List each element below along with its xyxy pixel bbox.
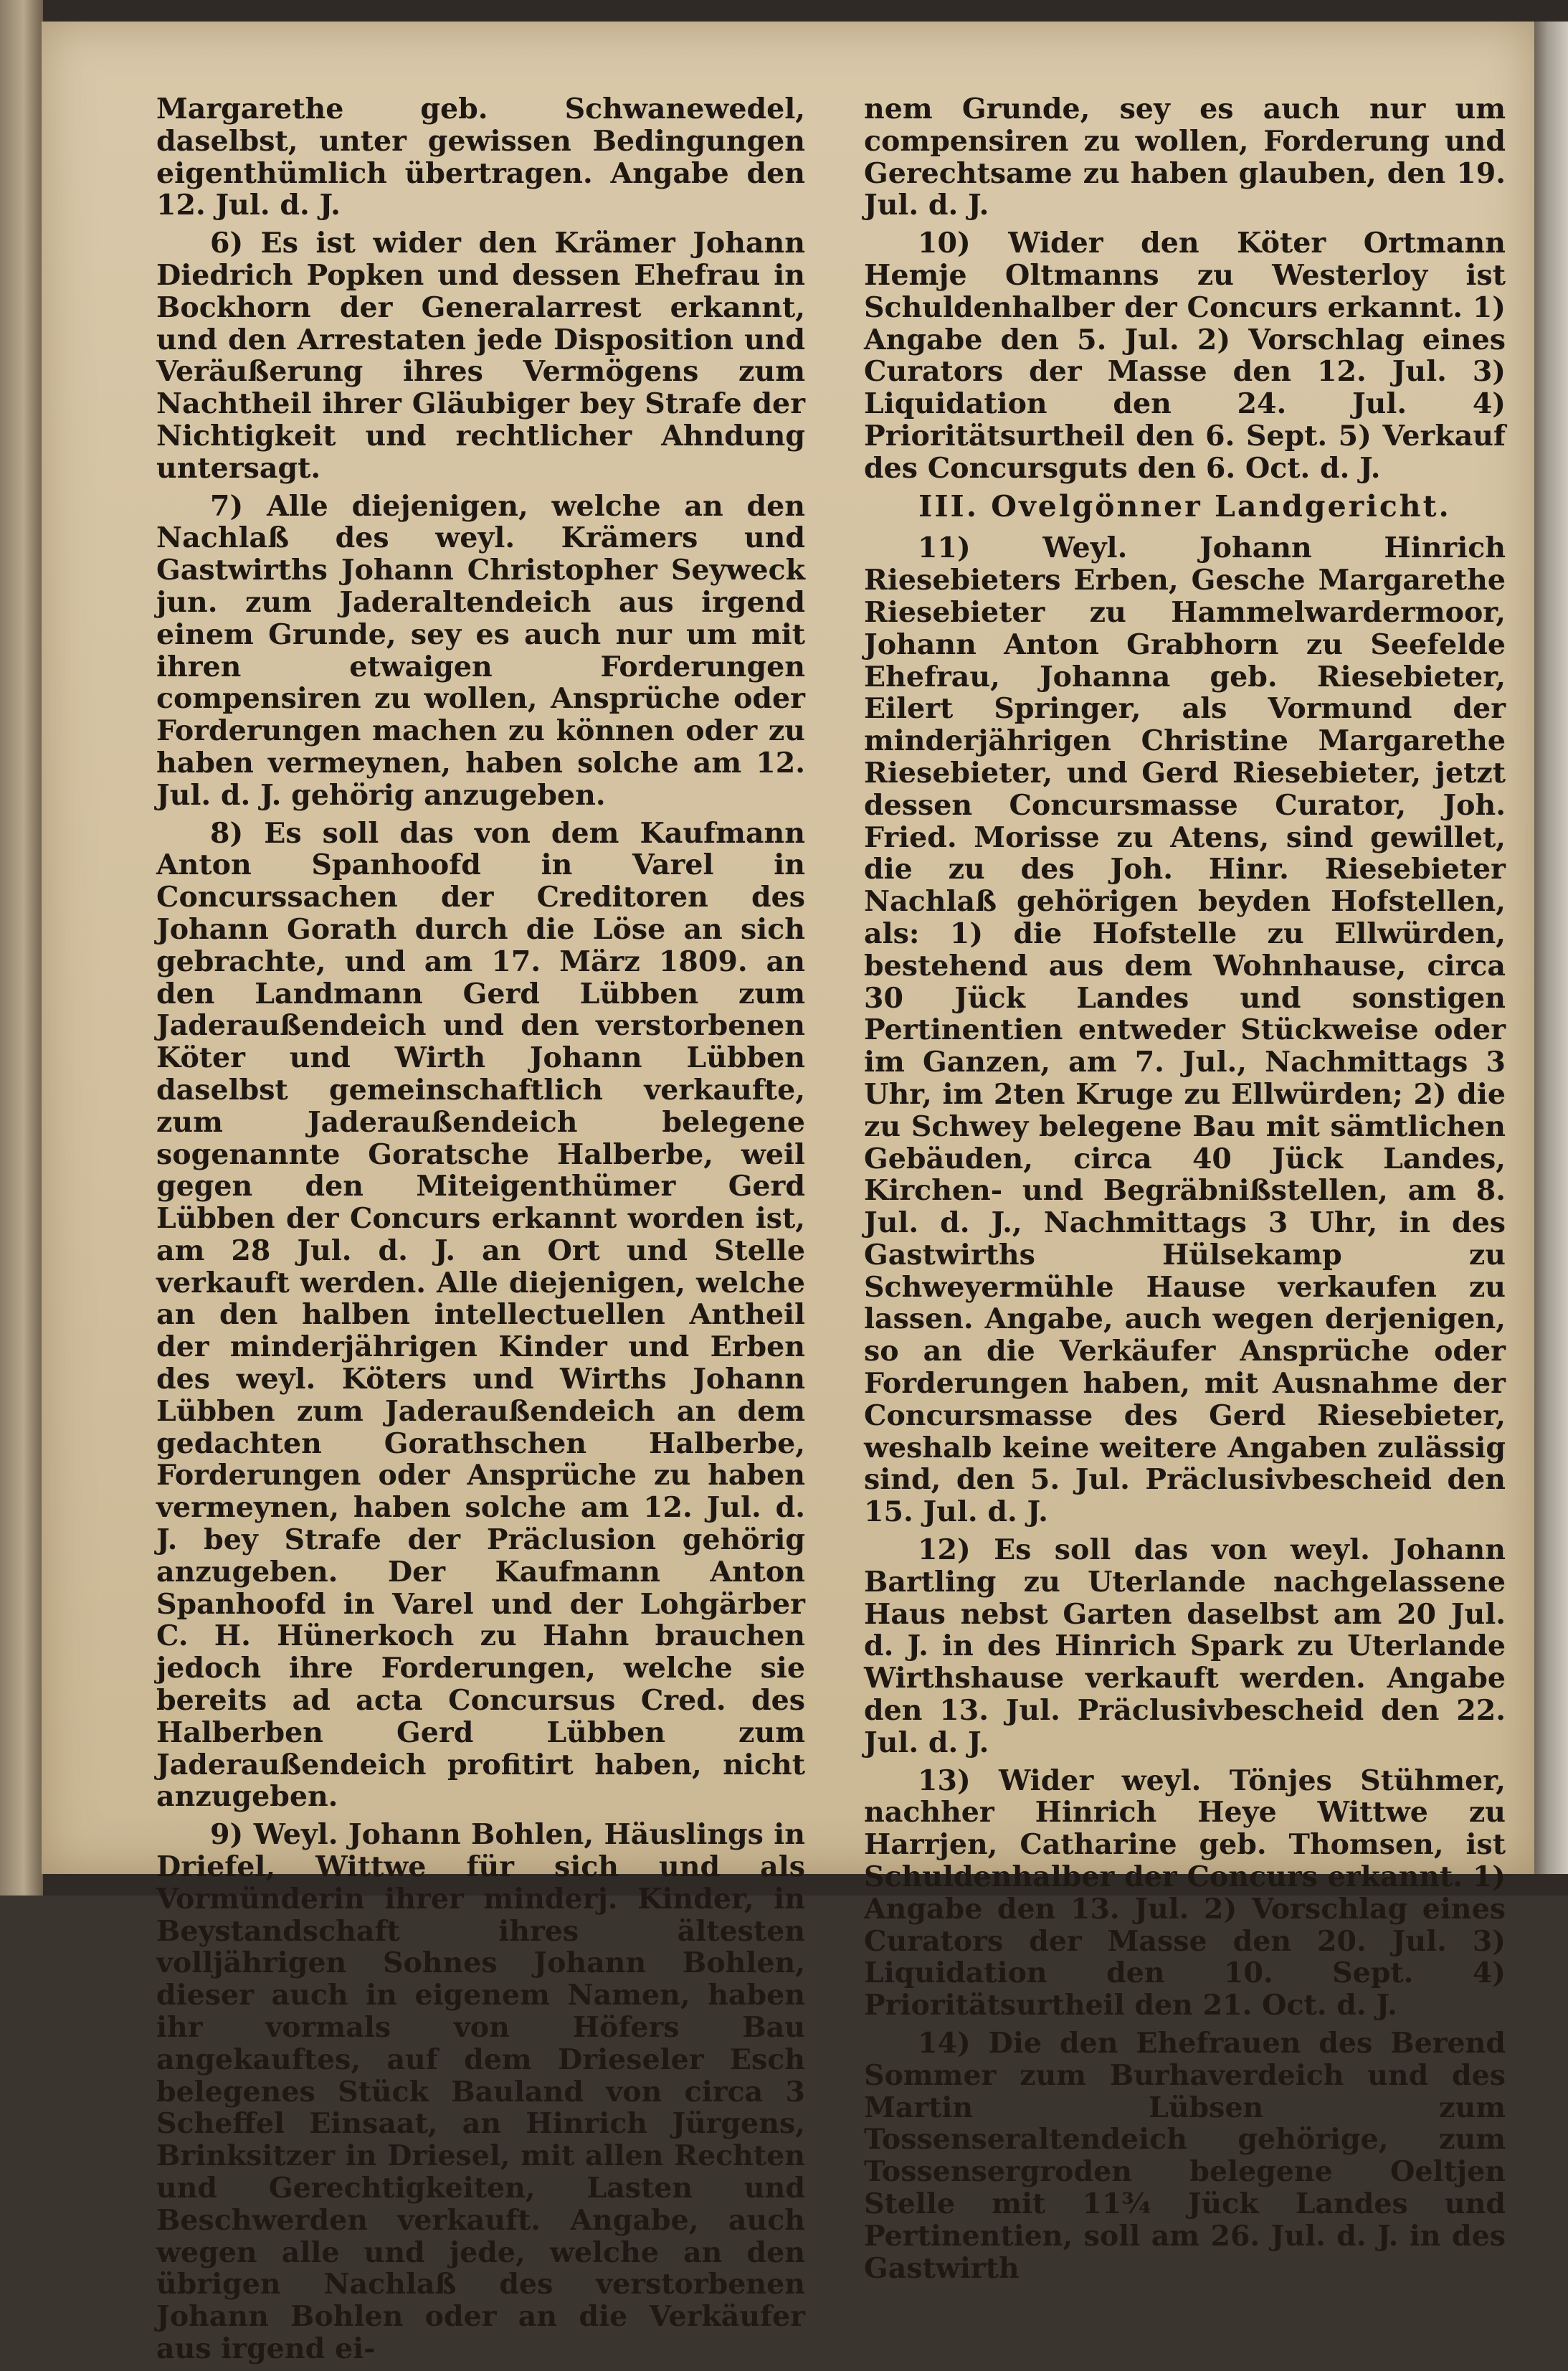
section-heading: III. Ovelgönner Landgericht. xyxy=(918,488,1451,524)
left-column xyxy=(156,93,805,2371)
paragraph-13: 13) Wider weyl. Tönjes Stühmer, nachher Hinrich Heye Wittwe zu Harrjen, Catharine geb. Thomsen, ist Schuldenhalber der Concurs erkannt. 1) Angabe den 13. Jul. 2) Vorschlag eines Curators der Masse den 20. Jul. 3) Liquidation den 10. Sept. 4) Prioritätsurtheil den 21. Oct. d. J. xyxy=(864,1764,1506,2022)
paragraph-continuation: nem Grunde, sey es auch nur um compensiren zu wollen, Forderung und Gerechtsame zu haben glauben, den 19. Jul. d. J. xyxy=(864,93,1506,222)
paragraph-11: 11) Weyl. Johann Hinrich Riesebieters Erben, Gesche Margarethe Riesebieter zu Hammelwardermoor, Johann Anton Grabhorn zu Seefelde Ehefrau, Johanna geb. Riesebieter, Eilert Springer, als Vormund der minderjährigen Christine Margarethe Riesebieter, und Gerd Riesebieter, jetzt dessen Concursmasse Curator, Joh. Fried. Morisse zu Atens, sind gewillet, die zu des Joh. Hinr. Riesebieter Nachlaß gehörigen beyden Hofstellen, als: 1) die Hofstelle zu Ellwürden, bestehend aus dem Wohnhause, circa 30 Jück Landes und sonstigen Pertinentien entweder Stückweise oder im Ganzen, am 7. Jul., Nachmittags 3 Uhr, im 2ten Kruge zu Ellwürden; 2) die zu Schwey belegene Bau mit sämtlichen Gebäuden, circa 40 Jück Landes, Kirchen- und Begräbnißstellen, am 8. Jul. d. J., Nachmittags 3 Uhr, in des Gastwirths Hülsekamp zu Schweyermühle Hause verkaufen zu lassen. Angabe, auch wegen derjenigen, so an die Verkäufer Ansprüche oder Forderungen haben, mit Ausnahme der Concursmasse des Gerd Riesebieter, weshalb keine weitere Angaben zulässig sind, den 5. Jul. Präclusivbescheid den 15. Jul. d. J. xyxy=(864,531,1506,1529)
paragraph-10: 10) Wider den Köter Ortmann Hemje Oltmanns zu Westerloy ist Schuldenhalber der Concurs erkannt. 1) Angabe den 5. Jul. 2) Vorschlag eines Curators der Masse den 12. Jul. 3) Liquidation den 24. Jul. 4) Prioritätsurtheil den 6. Sept. 5) Verkauf des Concursguts den 6. Oct. d. J. xyxy=(864,227,1506,485)
paragraph-9: 9) Weyl. Johann Bohlen, Häuslings in Driefel, Wittwe für sich und als Vormünderin ihrer minderj. Kinder, in Beystandschaft ihres ältesten volljährigen Sohnes Johann Bohlen, dieser auch in eigenem Namen, haben ihr vormals von Höfers Bau angekauftes, auf dem Drieseler Esch belegenes Stück Bauland von circa 3 Scheffel Einsaat, an Hinrich Jürgens, Brinksitzer in Driesel, mit allen Rechten und Gerechtigkeiten, Lasten und Beschwerden verkauft. Angabe, auch wegen alle und jede, welche an den übrigen Nachlaß des verstorbenen Johann Bohlen oder an die Verkäufer aus irgend ei- xyxy=(156,1818,805,2365)
paragraph-8: 8) Es soll das von dem Kaufmann Anton Spanhoofd in Varel in Concurssachen der Creditoren des Johann Gorath durch die Löse an sich gebrachte, und am 17. März 1809. an den Landmann Gerd Lübben zum Jaderaußendeich und den verstorbenen Köter und Wirth Johann Lübben daselbst gemeinschaftlich verkaufte, zum Jaderaußendeich belegene sogenannte Goratsche Halberbe, weil gegen den Miteigenthümer Gerd Lübben der Concurs erkannt worden ist, am 28 Jul. d. J. an Ort und Stelle verkauft werden. Alle diejenigen, welche an den halben intellectuellen Antheil der minderjährigen Kinder und Erben des weyl. Köters und Wirths Johann Lübben zum Jaderaußendeich an dem gedachten Gorathschen Halberbe, Forderungen oder Ansprüche zu haben vermeynen, haben solche am 12. Jul. d. J. bey Strafe der Präclusion gehörig anzugeben. Der Kaufmann Anton Spanhoofd in Varel und der Lohgärber C. H. Hünerkoch zu Hahn brauchen jedoch ihre Forderungen, welche sie bereits ad acta Concursus Cred. des Halberben Gerd Lübben zum Jaderaußendeich profitirt haben, nicht anzugeben. xyxy=(156,816,805,1814)
right-column xyxy=(864,93,1506,2290)
paragraph-12: 12) Es soll das von weyl. Johann Bartling zu Uterlande nachgelassene Haus nebst Garten daselbst am 20 Jul. d. J. in des Hinrich Spark zu Uterlande Wirthshause verkauft werden. Angabe den 13. Jul. Präclusivbescheid den 22. Jul. d. J. xyxy=(864,1533,1506,1759)
book-spine-edge xyxy=(0,0,43,1896)
paragraph-6: 6) Es ist wider den Krämer Johann Diedrich Popken und dessen Ehefrau in Bockhorn der Generalarrest erkannt, und den Arrestaten jede Disposition und Veräußerung ihres Vermögens zum Nachtheil ihrer Gläubiger bey Strafe der Nichtigkeit und rechtlicher Ahndung untersagt. xyxy=(156,227,805,485)
next-page-edge xyxy=(1534,22,1568,1874)
paragraph-14: 14) Die den Ehefrauen des Berend Sommer zum Burhaverdeich und des Martin Lübsen zum Tossenseraltendeich gehörige, zum Tossensergroden belegene Oeltjen Stelle mit 11¾ Jück Landes und Pertinentien, soll am 26. Jul. d. J. in des Gastwirth xyxy=(864,2027,1506,2285)
paragraph-continuation: Margarethe geb. Schwanewedel, daselbst, unter gewissen Bedingungen eigenthümlich übertragen. Angabe den 12. Jul. d. J. xyxy=(156,93,805,222)
paragraph-7: 7) Alle diejenigen, welche an den Nachlaß des weyl. Krämers und Gastwirths Johann Christopher Seyweck jun. zum Jaderaltendeich aus irgend einem Grunde, sey es auch nur um mit ihren etwaigen Forderungen compensiren zu wollen, Ansprüche oder Forderungen machen zu können oder zu haben vermeynen, haben solche am 12. Jul. d. J. gehörig anzugeben. xyxy=(156,489,805,812)
